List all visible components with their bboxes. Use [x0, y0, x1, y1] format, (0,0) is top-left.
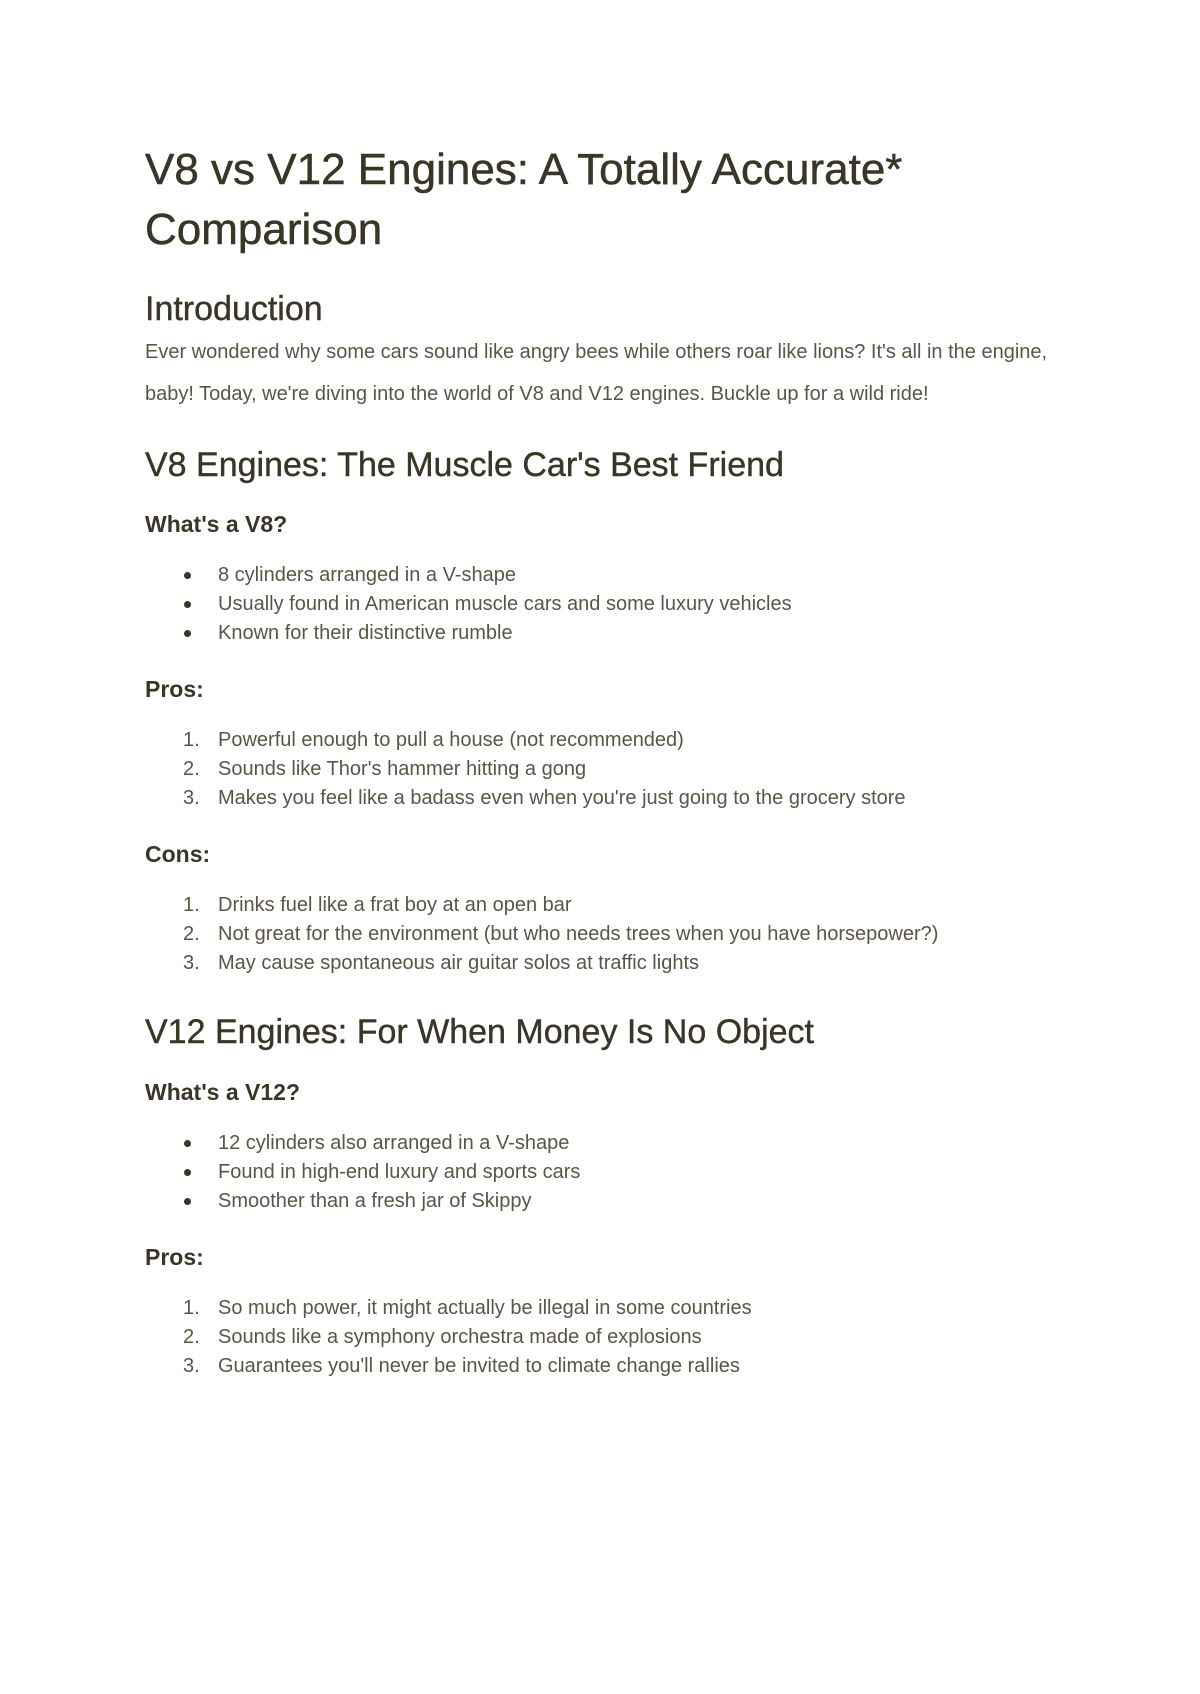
v8-pros-list	[145, 726, 1060, 813]
list-item: Smoother than a fresh jar of Skippy	[145, 1187, 1060, 1216]
v12-pros-heading: Pros:	[145, 1244, 204, 1270]
bullet-icon	[184, 1198, 191, 1205]
document-title: V8 vs V12 Engines: A Totally Accurate* Comparison	[145, 145, 903, 254]
intro-paragraph: Ever wondered why some cars sound like angry bees while others roar like lions? It's all in the engine, baby! Today, we're diving into the world of V8 and V12 engines. Buckle up for a wild ride!	[145, 341, 1048, 405]
list-item: 3. Makes you feel like a badass even when you're just going to the grocery store	[183, 787, 906, 809]
document-page	[145, 140, 1060, 1381]
list-item: 12 cylinders also arranged in a V-shape	[145, 1129, 1060, 1158]
v12-pros-list	[145, 1294, 1060, 1381]
v8-what-heading: What's a V8?	[145, 511, 288, 537]
intro-heading: Introduction	[145, 290, 323, 328]
list-item: 1. Drinks fuel like a frat boy at an open bar	[183, 894, 572, 916]
list-item: 3. May cause spontaneous air guitar solos at traffic lights	[183, 952, 699, 974]
v8-cons-heading: Cons:	[145, 841, 211, 867]
list-item: 8 cylinders arranged in a V-shape	[145, 561, 1060, 590]
v8-what-list	[145, 561, 1060, 648]
list-item: 3. Guarantees you'll never be invited to climate change rallies	[183, 1355, 740, 1377]
bullet-icon	[184, 630, 191, 637]
bullet-icon	[184, 1169, 191, 1176]
v8-heading: V8 Engines: The Muscle Car's Best Friend	[145, 446, 784, 484]
v8-pros-heading: Pros:	[145, 676, 204, 702]
list-item: 1. So much power, it might actually be illegal in some countries	[183, 1297, 752, 1319]
list-item: 2. Sounds like a symphony orchestra made of explosions	[183, 1326, 702, 1348]
v8-cons-list	[145, 891, 1060, 978]
bullet-icon	[184, 1140, 191, 1147]
list-item: 2. Not great for the environment (but who needs trees when you have horsepower?)	[183, 923, 939, 945]
list-item: Known for their distinctive rumble	[145, 619, 1060, 648]
v12-what-list	[145, 1129, 1060, 1216]
list-item: Usually found in American muscle cars and some luxury vehicles	[145, 590, 1060, 619]
bullet-icon	[184, 572, 191, 579]
list-item: Found in high-end luxury and sports cars	[145, 1158, 1060, 1187]
bullet-icon	[184, 601, 191, 608]
v12-heading: V12 Engines: For When Money Is No Object	[145, 1013, 814, 1051]
list-item: 2. Sounds like Thor's hammer hitting a gong	[183, 758, 587, 780]
v12-what-heading: What's a V12?	[145, 1079, 301, 1105]
list-item: 1. Powerful enough to pull a house (not recommended)	[183, 729, 684, 751]
